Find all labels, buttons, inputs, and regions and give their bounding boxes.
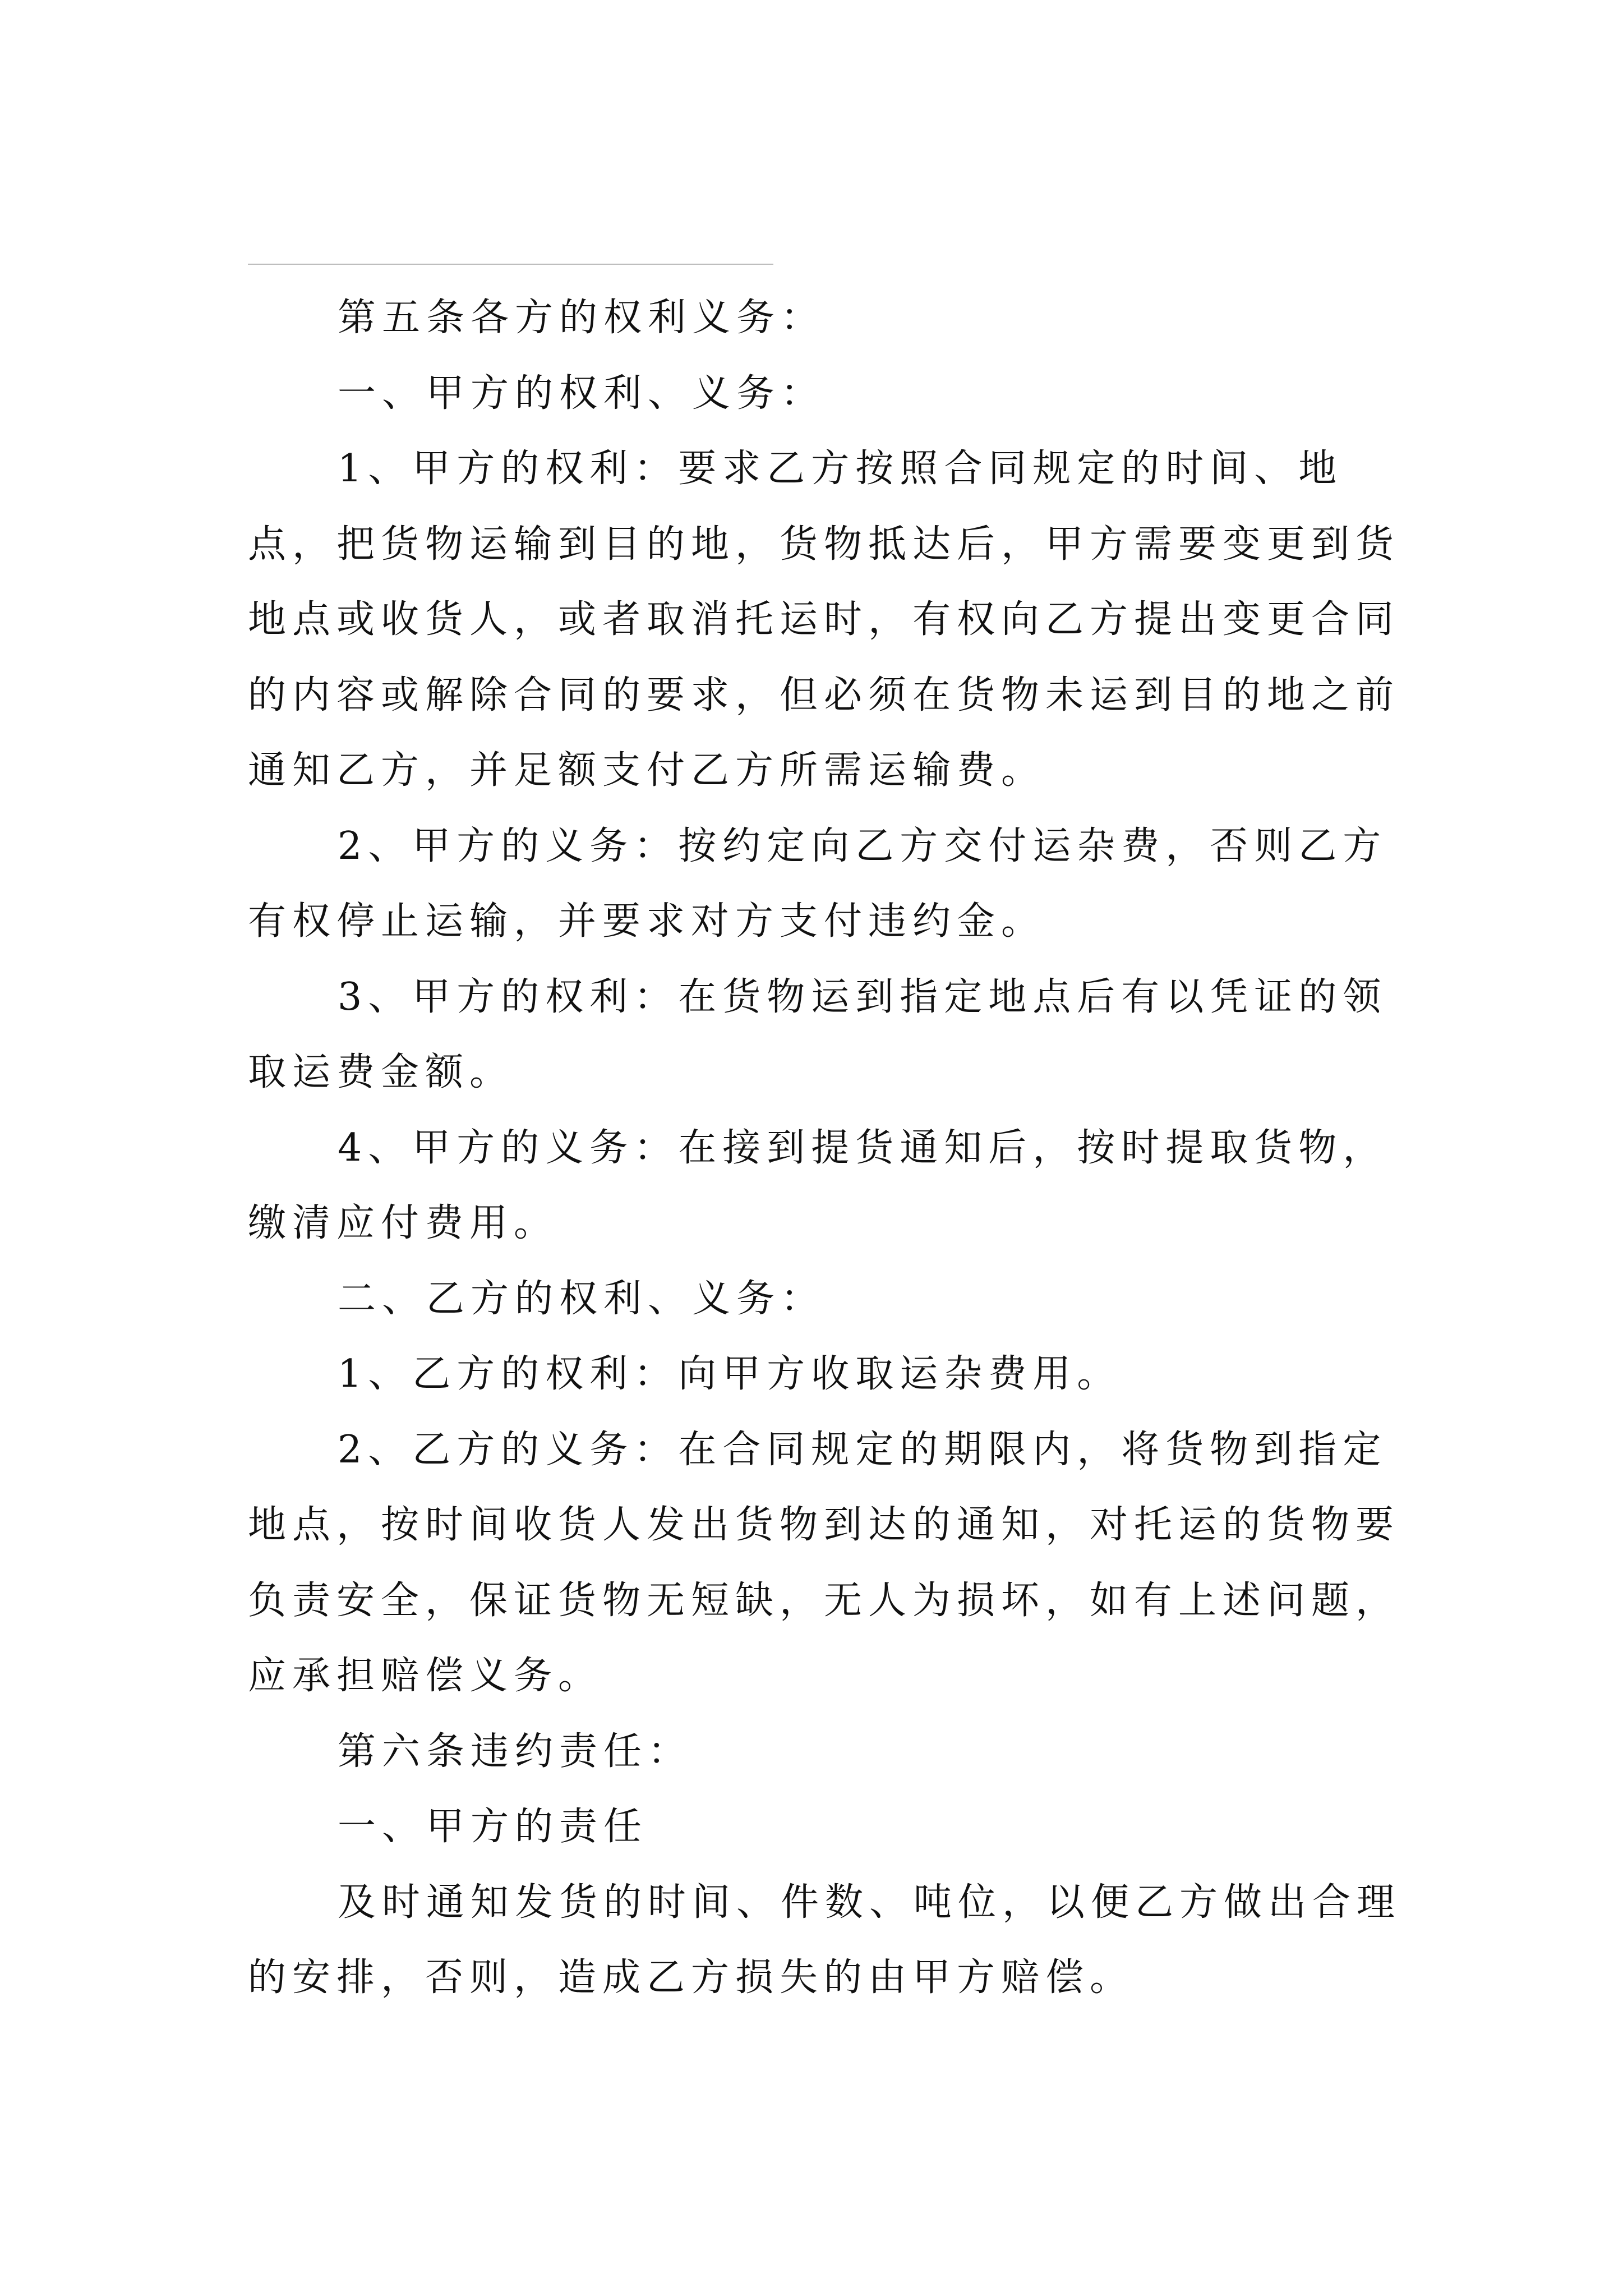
paragraph: 1、乙方的权利：向甲方收取运杂费用。 [338, 1352, 1122, 1396]
header-rule [248, 264, 773, 265]
paragraph: 1、甲方的权利：要求乙方按照合同规定的时间、地点，把货物运输到目的地，货物抵达后，甲方需要变更到货地点或收货人，或者取消托运时，有权向乙方提出变更合同的内容或解除合同的要求，但必须在货物未运到目的地之前通知乙方，并足额支付乙方所需运输费。 [248, 447, 1400, 793]
article-6-heading: 第六条违约责任： [338, 1729, 693, 1774]
article-5-heading: 第五条各方的权利义务： [338, 296, 826, 340]
paragraph: 3、甲方的权利：在货物运到指定地点后有以凭证的领取运费金额。 [248, 974, 1387, 1094]
party-b-rights-heading: 二、乙方的权利、义务： [338, 1276, 826, 1321]
document-body [248, 280, 1404, 2016]
paragraph: 2、乙方的义务：在合同规定的期限内，将货物到指定地点，按时间收货人发出货物到达的通知，对托运的货物要负责安全，保证货物无短缺，无人为损坏，如有上述问题，应承担赔偿义务。 [248, 1427, 1400, 1698]
paragraph: 及时通知发货的时间、件数、吨位，以便乙方做出合理的安排，否则，造成乙方损失的由甲方赔偿。 [248, 1880, 1401, 2000]
paragraph: 4、甲方的义务：在接到提货通知后，按时提取货物，缴清应付费用。 [248, 1125, 1387, 1245]
party-a-liability-heading: 一、甲方的责任 [338, 1805, 648, 1849]
party-a-rights-heading: 一、甲方的权利、义务： [338, 371, 826, 416]
paragraph: 2、甲方的义务：按约定向乙方交付运杂费，否则乙方有权停止运输，并要求对方支付违约金。 [248, 823, 1387, 944]
